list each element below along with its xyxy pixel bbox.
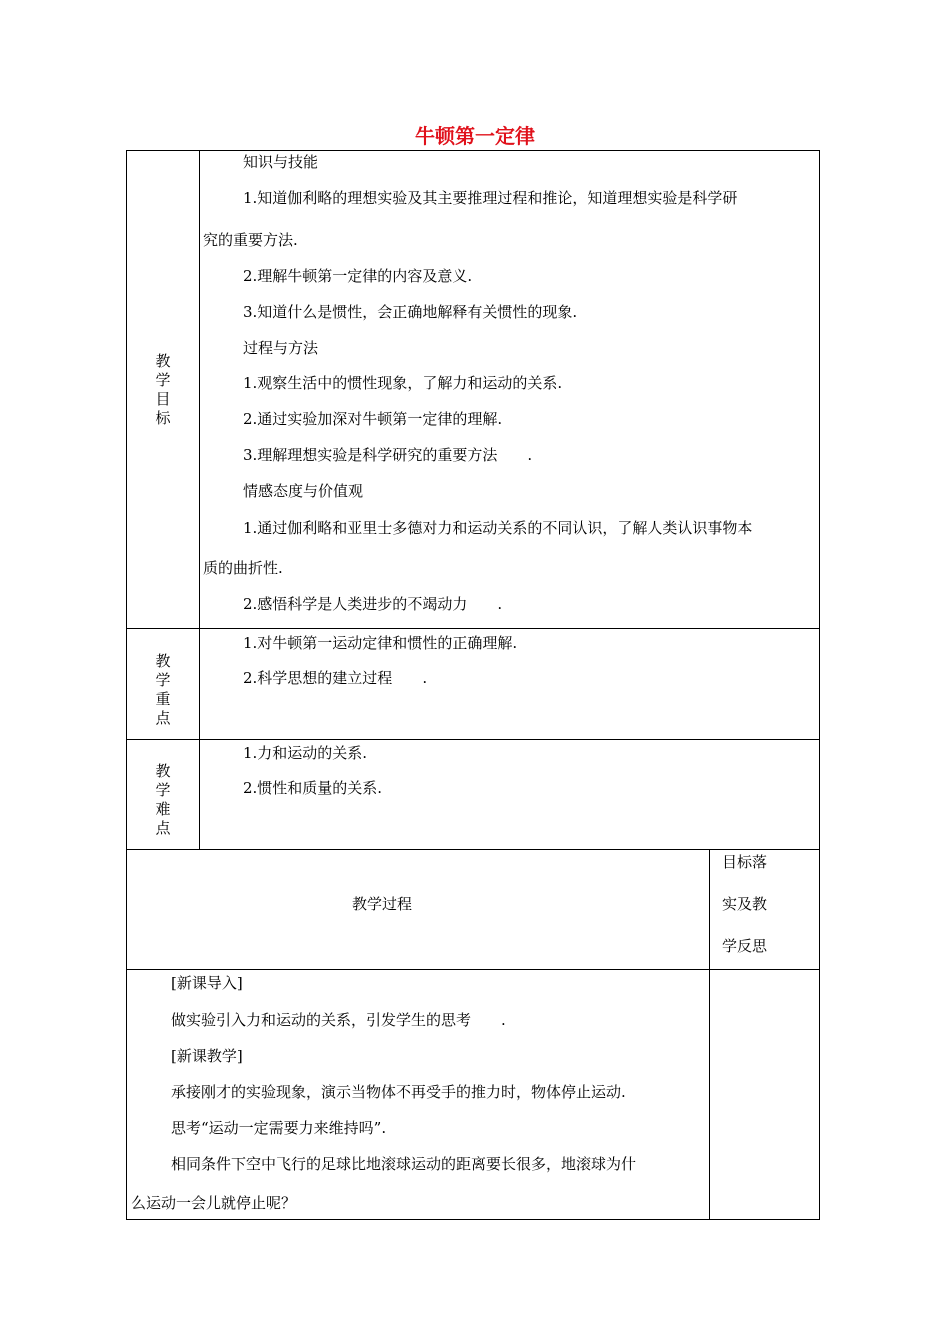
row-divider-keypoints: [126, 739, 820, 740]
objectives-line: 2.感悟科学是人类进步的不竭动力 .: [243, 595, 503, 613]
row-divider-process-header: [126, 969, 820, 970]
objectives-line: 1.观察生活中的惯性现象，了解力和运动的关系.: [243, 374, 563, 392]
process-line: 么运动一会儿就停止呢？: [131, 1194, 297, 1212]
process-section-heading: [新课教学]: [171, 1047, 243, 1065]
objectives-heading-knowledge: 知识与技能: [243, 153, 319, 171]
document-title: 牛顿第一定律: [415, 124, 535, 148]
table-border-top: [126, 150, 820, 151]
process-line: 做实验引入力和运动的关系，引发学生的思考 .: [171, 1011, 506, 1029]
objectives-line: 质的曲折性.: [203, 559, 283, 577]
objectives-label: 教 学 目 标: [155, 352, 171, 427]
table-border-bottom: [126, 1219, 820, 1220]
objectives-heading-process: 过程与方法: [243, 339, 319, 357]
keypoints-label: 教 学 重 点: [155, 652, 171, 727]
objectives-line: 2.通过实验加深对牛顿第一定律的理解.: [243, 410, 503, 428]
objectives-line: 3.理解理想实验是科学研究的重要方法 .: [243, 446, 533, 464]
objectives-line: 1.知道伽利略的理想实验及其主要推理过程和推论，知道理想实验是科学研: [243, 189, 738, 207]
difficulties-line: 1.力和运动的关系.: [243, 744, 368, 762]
keypoints-line: 1.对牛顿第一运动定律和惯性的正确理解.: [243, 634, 518, 652]
reflection-header-line: 目标落: [722, 853, 768, 871]
table-border-left: [126, 150, 127, 1220]
objectives-line: 究的重要方法.: [203, 231, 298, 249]
process-header-title: 教学过程: [352, 895, 413, 913]
keypoints-line: 2.科学思想的建立过程 .: [243, 669, 428, 687]
objectives-line: 3.知道什么是惯性，会正确地解释有关惯性的现象.: [243, 303, 578, 321]
reflection-header-line: 学反思: [722, 937, 768, 955]
difficulties-label: 教 学 难 点: [155, 762, 171, 837]
difficulties-line: 2.惯性和质量的关系.: [243, 779, 383, 797]
label-column-divider: [199, 150, 200, 850]
row-divider-difficulties: [126, 849, 820, 850]
process-line: 相同条件下空中飞行的足球比地滚球运动的距离要长很多，地滚球为什: [171, 1155, 637, 1173]
objectives-heading-emotion: 情感态度与价值观: [243, 482, 364, 500]
process-line: 思考“运动一定需要力来维持吗”.: [171, 1119, 387, 1137]
table-border-right: [819, 150, 820, 1220]
process-section-heading: [新课导入]: [171, 974, 243, 992]
objectives-line: 2.理解牛顿第一定律的内容及意义.: [243, 267, 473, 285]
row-divider-objectives: [126, 628, 820, 629]
process-line: 承接刚才的实验现象，演示当物体不再受手的推力时，物体停止运动.: [171, 1083, 626, 1101]
objectives-line: 1.通过伽利略和亚里士多德对力和运动关系的不同认识，了解人类认识事物本: [243, 519, 753, 537]
reflection-header-line: 实及教: [722, 895, 768, 913]
reflection-column-divider: [709, 849, 710, 1220]
